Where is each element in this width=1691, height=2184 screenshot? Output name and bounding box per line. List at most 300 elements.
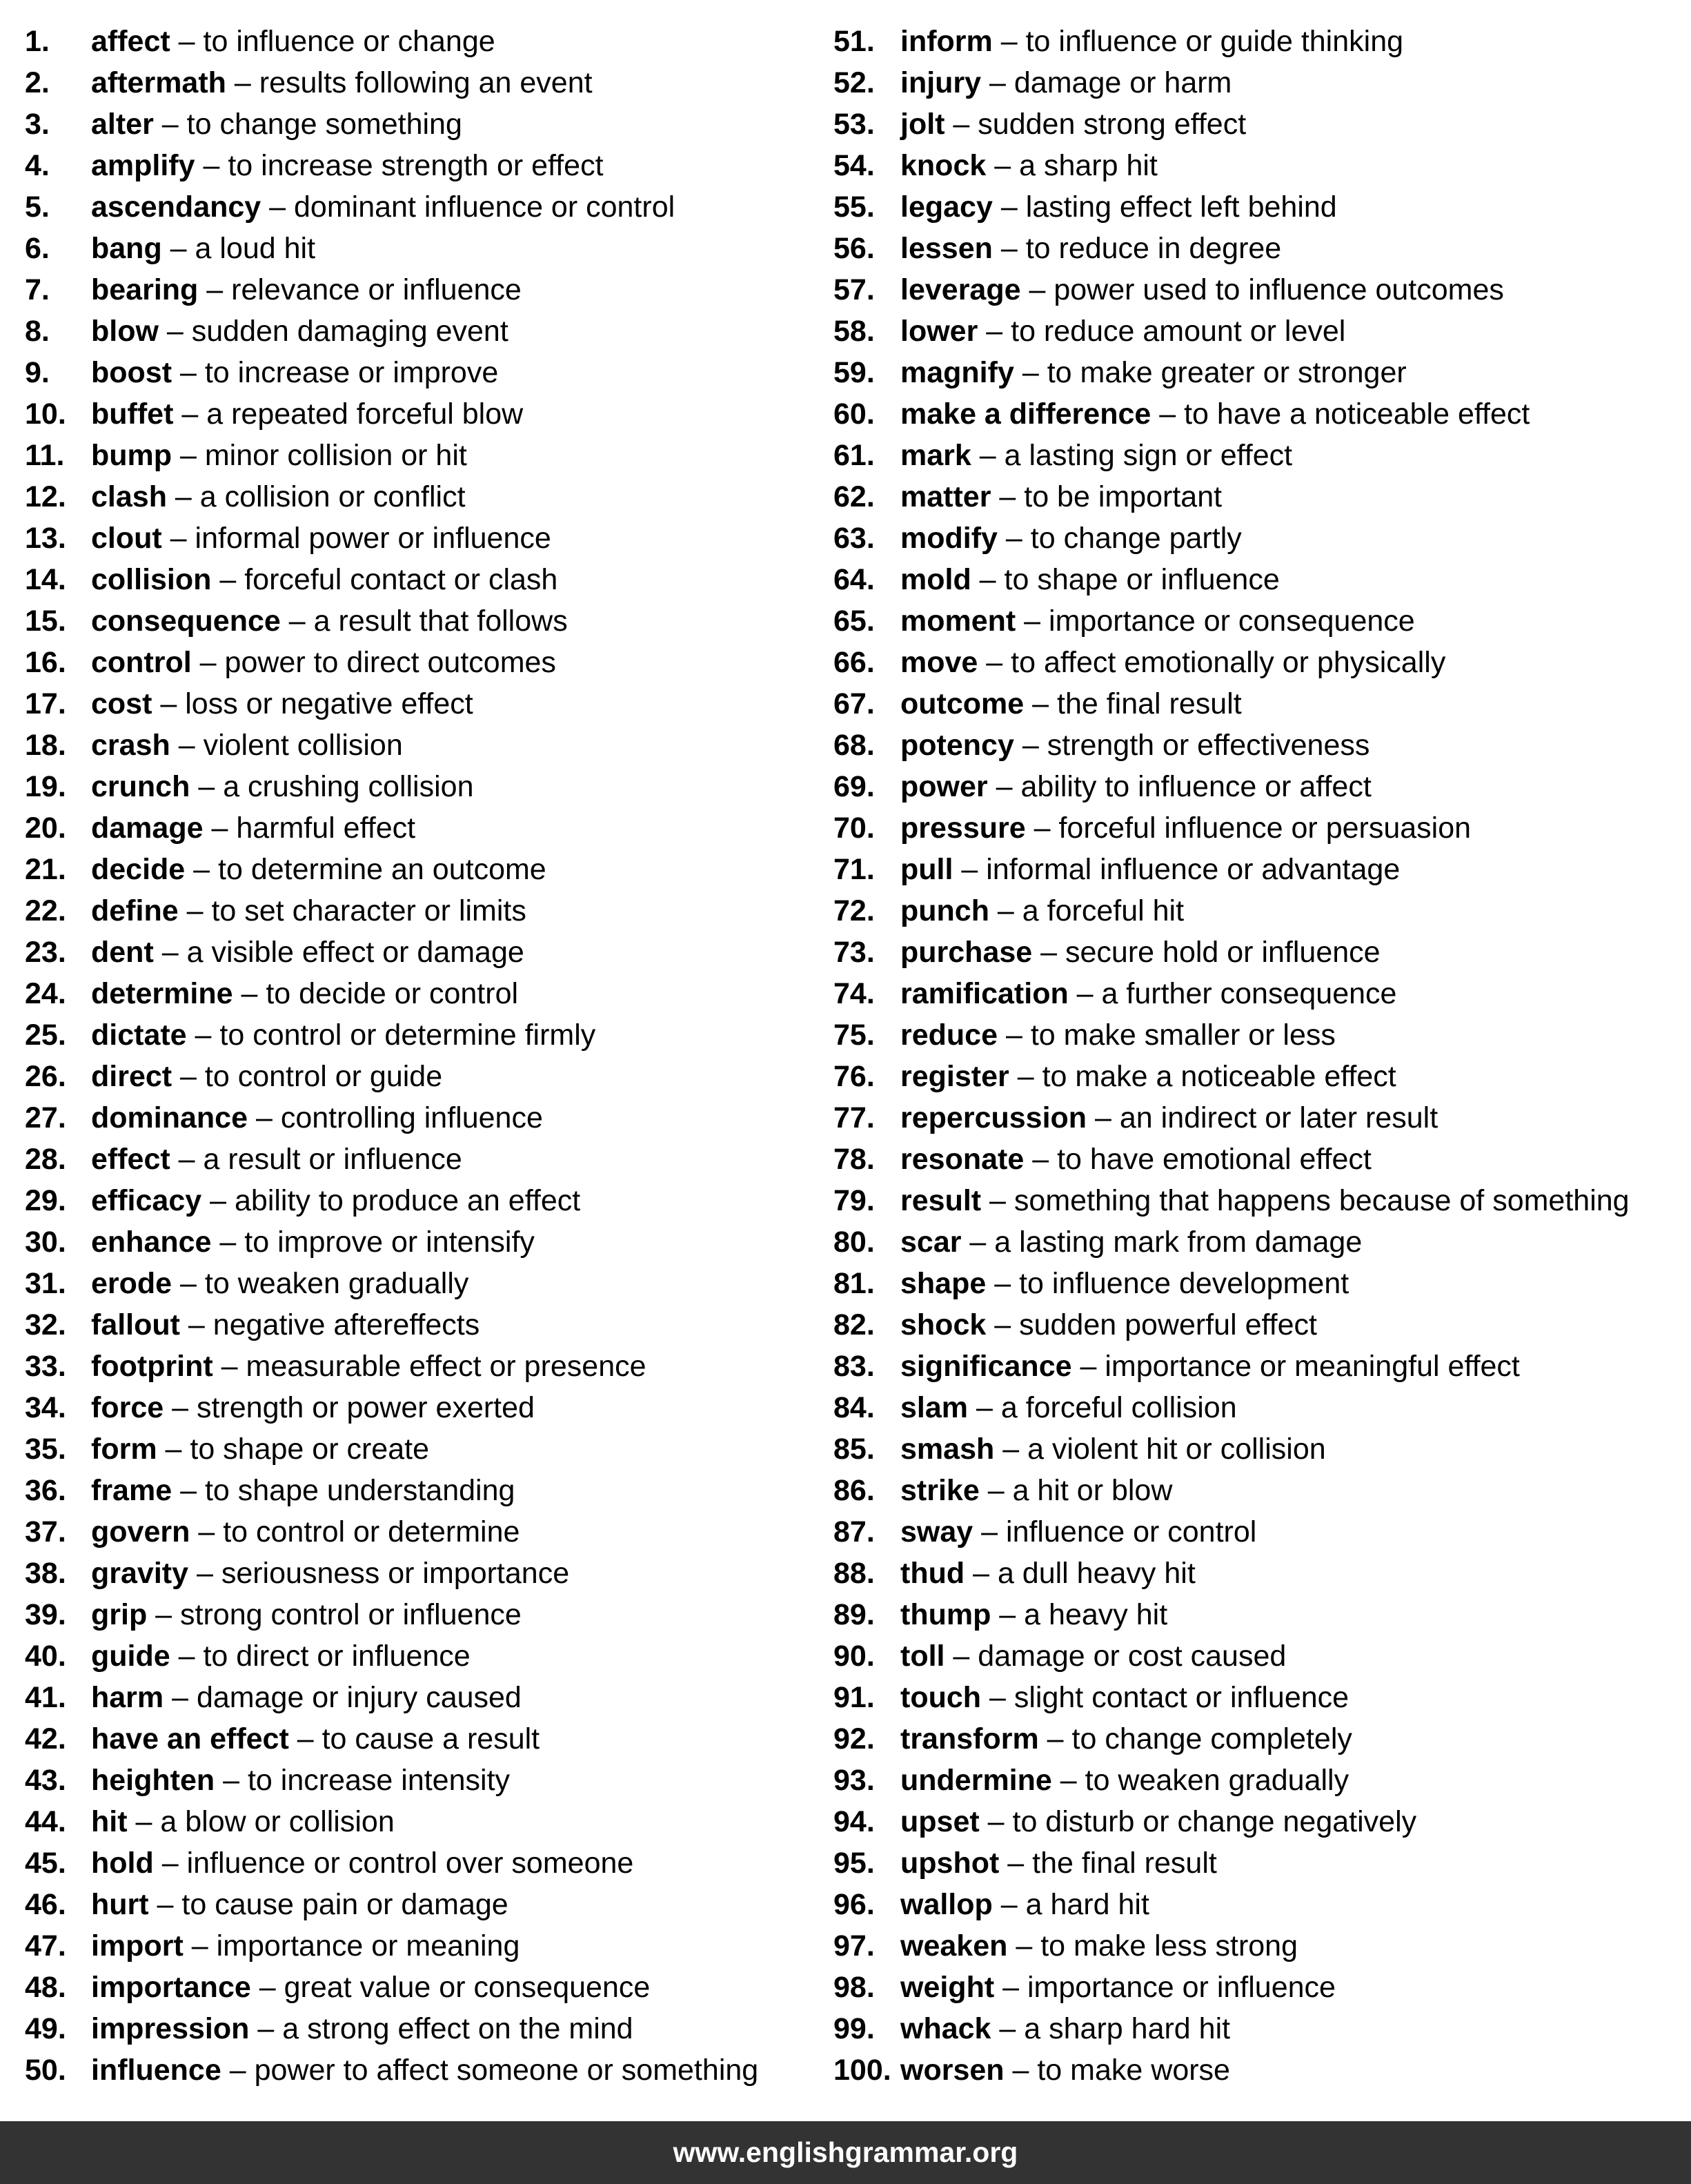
item-separator: – [164, 1391, 197, 1424]
item-separator: – [250, 1971, 284, 2004]
item-separator: – [203, 811, 237, 845]
item-number: 99. [833, 2012, 875, 2045]
item-number: 35. [25, 1433, 66, 1466]
item-definition: to affect emotionally or physically [1011, 646, 1446, 679]
item-separator: – [991, 480, 1025, 513]
item-definition: a forceful collision [1000, 1391, 1237, 1424]
item-definition: to disturb or change negatively [1012, 1805, 1417, 1838]
item-word: thump [900, 1598, 991, 1631]
item-number: 87. [833, 1515, 875, 1548]
item-separator: – [981, 66, 1014, 99]
item-word: leverage [900, 273, 1021, 306]
list-item [833, 1180, 1689, 1221]
item-separator: – [1032, 936, 1066, 969]
item-number: 61. [833, 439, 875, 472]
list-item [25, 311, 818, 352]
item-separator: – [978, 646, 1011, 679]
list-item [25, 1967, 818, 2008]
list-item [25, 1925, 818, 1967]
item-separator: – [198, 273, 232, 306]
item-word: reduce [900, 1019, 998, 1052]
item-number: 3. [25, 108, 50, 141]
list-item [833, 766, 1689, 807]
item-definition: a lasting sign or effect [1004, 439, 1293, 472]
item-number: 45. [25, 1847, 66, 1880]
item-definition: importance or meaningful effect [1105, 1350, 1520, 1383]
item-word: govern [91, 1515, 190, 1548]
item-word: hold [91, 1847, 154, 1880]
item-number: 91. [833, 1681, 875, 1714]
item-separator: – [201, 1184, 235, 1217]
item-definition: power to direct outcomes [224, 646, 556, 679]
item-definition: strength or effectiveness [1047, 729, 1370, 762]
item-word: enhance [91, 1226, 212, 1259]
item-number: 44. [25, 1805, 66, 1838]
list-item [25, 1801, 818, 1842]
item-separator: – [153, 108, 187, 141]
list-item [833, 518, 1689, 559]
item-definition: relevance or influence [231, 273, 522, 306]
list-item [833, 1677, 1689, 1718]
item-separator: – [973, 1515, 1007, 1548]
item-number: 56. [833, 232, 875, 265]
item-definition: to cause pain or damage [181, 1888, 508, 1921]
item-separator: – [288, 1722, 322, 1755]
item-number: 1. [25, 25, 50, 58]
item-word: move [900, 646, 978, 679]
item-number: 65. [833, 604, 875, 638]
item-definition: controlling influence [280, 1101, 543, 1134]
item-separator: – [992, 25, 1026, 58]
item-separator: – [170, 1143, 204, 1176]
item-definition: to change partly [1030, 522, 1242, 555]
item-word: pressure [900, 811, 1026, 845]
item-separator: – [981, 1681, 1014, 1714]
list-item [833, 1760, 1689, 1801]
item-separator: – [1024, 687, 1057, 720]
item-number: 58. [833, 315, 875, 348]
item-number: 85. [833, 1433, 875, 1466]
item-definition: a sharp hard hit [1024, 2012, 1231, 2045]
list-item [833, 1925, 1689, 1967]
item-definition: to shape understanding [204, 1474, 515, 1507]
item-number: 36. [25, 1474, 66, 1507]
item-definition: ability to influence or affect [1020, 770, 1372, 803]
item-separator: – [170, 1640, 204, 1673]
item-number: 71. [833, 853, 875, 886]
item-separator: – [992, 232, 1026, 265]
item-word: crash [91, 729, 170, 762]
item-word: importance [91, 1971, 251, 2004]
item-word: decide [91, 853, 186, 886]
item-number: 64. [833, 563, 875, 596]
item-separator: – [211, 563, 245, 596]
item-number: 19. [25, 770, 66, 803]
item-separator: – [249, 2012, 283, 2045]
item-number: 34. [25, 1391, 66, 1424]
item-separator: – [152, 687, 186, 720]
list-item [833, 62, 1689, 104]
item-number: 48. [25, 1971, 66, 2004]
item-separator: – [190, 1515, 224, 1548]
list-item [833, 21, 1689, 62]
item-word: moment [900, 604, 1016, 638]
item-number: 16. [25, 646, 66, 679]
item-word: affect [91, 25, 170, 58]
item-separator: – [172, 1060, 205, 1093]
item-number: 25. [25, 1019, 66, 1052]
item-definition: to make less strong [1040, 1929, 1298, 1962]
item-number: 72. [833, 894, 875, 927]
item-number: 8. [25, 315, 50, 348]
item-separator: – [148, 1888, 182, 1921]
item-separator: – [981, 1184, 1014, 1217]
website-url[interactable]: www.englishgrammar.org [673, 2136, 1018, 2168]
list-item [833, 600, 1689, 642]
item-definition: to influence or change [203, 25, 495, 58]
item-definition: negative aftereffects [212, 1308, 480, 1341]
list-item [833, 352, 1689, 393]
list-item [25, 1346, 818, 1387]
item-word: import [91, 1929, 184, 1962]
item-word: bang [91, 232, 162, 265]
item-separator: – [1025, 811, 1059, 845]
item-separator: – [1013, 356, 1047, 389]
item-number: 26. [25, 1060, 66, 1093]
item-separator: – [166, 480, 200, 513]
item-word: damage [91, 811, 204, 845]
item-definition: a lasting mark from damage [994, 1226, 1363, 1259]
list-item [25, 1014, 818, 1056]
list-item [25, 725, 818, 766]
list-item [833, 725, 1689, 766]
item-separator: – [968, 1391, 1001, 1424]
item-number: 77. [833, 1101, 875, 1134]
item-word: sway [900, 1515, 973, 1548]
item-separator: – [157, 1433, 190, 1466]
item-number: 60. [833, 397, 875, 431]
item-word: ramification [900, 977, 1069, 1010]
item-separator: – [173, 397, 207, 431]
item-separator: – [987, 770, 1021, 803]
item-word: make a difference [900, 397, 1151, 431]
item-number: 49. [25, 2012, 66, 2045]
item-definition: importance or consequence [1049, 604, 1415, 638]
list-item [833, 1304, 1689, 1346]
item-definition: influence or control over someone [186, 1847, 634, 1880]
list-item [833, 186, 1689, 228]
item-word: repercussion [900, 1101, 1087, 1134]
item-word: magnify [900, 356, 1014, 389]
item-definition: to reduce amount or level [1011, 315, 1346, 348]
item-word: thud [900, 1557, 965, 1590]
item-number: 88. [833, 1557, 875, 1590]
item-definition: to cause a result [322, 1722, 540, 1755]
item-definition: damage or cost caused [978, 1640, 1287, 1673]
item-number: 14. [25, 563, 66, 596]
list-item [833, 807, 1689, 849]
list-item [833, 1014, 1689, 1056]
item-word: cost [91, 687, 152, 720]
item-definition: to weaken gradually [1085, 1764, 1349, 1797]
item-word: weaken [900, 1929, 1008, 1962]
item-separator: – [953, 853, 987, 886]
list-item [25, 1056, 818, 1097]
item-word: blow [91, 315, 159, 348]
item-definition: to change something [186, 108, 462, 141]
list-item [833, 1511, 1689, 1553]
item-definition: a result that follows [313, 604, 568, 638]
list-item [25, 21, 818, 62]
list-item [25, 1553, 818, 1594]
list-item [25, 145, 818, 186]
item-word: buffet [91, 397, 174, 431]
list-item [25, 518, 818, 559]
item-separator: – [127, 1805, 161, 1838]
item-definition: great value or consequence [284, 1971, 651, 2004]
item-separator: – [994, 1971, 1027, 2004]
item-separator: – [179, 1308, 213, 1341]
item-number: 20. [25, 811, 66, 845]
item-word: influence [91, 2054, 221, 2087]
item-definition: lasting effect left behind [1025, 190, 1337, 224]
list-item [25, 559, 818, 600]
list-item [833, 1594, 1689, 1635]
item-word: toll [900, 1640, 945, 1673]
item-separator: – [161, 522, 195, 555]
list-item [25, 1387, 818, 1428]
item-word: jolt [900, 108, 945, 141]
item-number: 93. [833, 1764, 875, 1797]
item-number: 47. [25, 1929, 66, 1962]
item-definition: violent collision [203, 729, 403, 762]
list-item [833, 683, 1689, 725]
item-number: 51. [833, 25, 875, 58]
item-word: weight [900, 1971, 995, 2004]
list-item [25, 849, 818, 890]
item-number: 55. [833, 190, 875, 224]
item-definition: a violent hit or collision [1027, 1433, 1326, 1466]
item-separator: – [1024, 1143, 1058, 1176]
list-item [25, 2008, 818, 2049]
item-word: ascendancy [91, 190, 261, 224]
list-item [25, 1635, 818, 1677]
item-separator: – [1004, 2054, 1038, 2087]
list-item [833, 932, 1689, 973]
item-separator: – [979, 1805, 1013, 1838]
item-word: grip [91, 1598, 148, 1631]
item-word: pull [900, 853, 953, 886]
list-item [833, 1801, 1689, 1842]
item-separator: – [961, 1226, 995, 1259]
list-item [25, 1677, 818, 1718]
list-item [833, 1221, 1689, 1263]
item-number: 79. [833, 1184, 875, 1217]
item-definition: to improve or intensify [244, 1226, 535, 1259]
footer-bar [0, 2121, 1691, 2184]
item-separator: – [158, 315, 192, 348]
item-definition: to be important [1024, 480, 1223, 513]
item-definition: to make worse [1037, 2054, 1230, 2087]
item-definition: importance or meaning [216, 1929, 520, 1962]
item-number: 22. [25, 894, 66, 927]
item-definition: a result or influence [203, 1143, 462, 1176]
list-item [833, 1635, 1689, 1677]
item-word: hit [91, 1805, 128, 1838]
item-separator: – [178, 894, 212, 927]
list-item [25, 1594, 818, 1635]
item-word: modify [900, 522, 998, 555]
list-item [25, 1139, 818, 1180]
item-definition: slight contact or influence [1013, 1681, 1349, 1714]
list-item [25, 476, 818, 518]
item-word: injury [900, 66, 982, 99]
item-word: dominance [91, 1101, 248, 1134]
item-separator: – [164, 1681, 197, 1714]
item-number: 75. [833, 1019, 875, 1052]
item-definition: a loud hit [195, 232, 316, 265]
item-word: resonate [900, 1143, 1025, 1176]
item-number: 46. [25, 1888, 66, 1921]
item-word: punch [900, 894, 989, 927]
item-number: 84. [833, 1391, 875, 1424]
item-number: 70. [833, 811, 875, 845]
item-separator: – [172, 1267, 205, 1300]
item-number: 92. [833, 1722, 875, 1755]
item-word: heighten [91, 1764, 215, 1797]
item-number: 80. [833, 1226, 875, 1259]
item-separator: – [994, 1433, 1028, 1466]
item-word: clout [91, 522, 162, 555]
item-word: force [91, 1391, 164, 1424]
item-number: 62. [833, 480, 875, 513]
item-separator: – [147, 1598, 181, 1631]
item-word: collision [91, 563, 212, 596]
item-definition: to decide or control [266, 977, 519, 1010]
item-word: purchase [900, 936, 1033, 969]
item-number: 41. [25, 1681, 66, 1714]
item-separator: – [172, 1474, 205, 1507]
list-item [833, 1056, 1689, 1097]
item-word: slam [900, 1391, 969, 1424]
word-list-left [25, 21, 818, 2091]
item-separator: – [1038, 1722, 1072, 1755]
item-number: 31. [25, 1267, 66, 1300]
item-word: mold [900, 563, 971, 596]
list-item [25, 1263, 818, 1304]
item-definition: informal influence or advantage [986, 853, 1401, 886]
list-item [833, 1428, 1689, 1470]
item-separator: – [992, 190, 1026, 224]
item-definition: to make smaller or less [1030, 1019, 1336, 1052]
item-number: 74. [833, 977, 875, 1010]
item-word: consequence [91, 604, 281, 638]
item-separator: – [997, 522, 1031, 555]
item-definition: harmful effect [236, 811, 416, 845]
item-separator: – [1007, 1929, 1041, 1962]
item-definition: to increase intensity [247, 1764, 511, 1797]
item-word: worsen [900, 2054, 1005, 2087]
item-definition: a collision or conflict [199, 480, 466, 513]
list-item [25, 435, 818, 476]
item-definition: dominant influence or control [294, 190, 675, 224]
list-item [833, 393, 1689, 435]
item-definition: to influence development [1019, 1267, 1349, 1300]
item-word: matter [900, 480, 991, 513]
item-word: mark [900, 439, 971, 472]
item-definition: a heavy hit [1024, 1598, 1168, 1631]
item-word: alter [91, 108, 154, 141]
list-item [25, 104, 818, 145]
item-separator: – [989, 894, 1022, 927]
item-number: 81. [833, 1267, 875, 1300]
item-definition: to control or determine firmly [219, 1019, 596, 1052]
item-definition: a blow or collision [160, 1805, 395, 1838]
item-word: scar [900, 1226, 962, 1259]
item-number: 53. [833, 108, 875, 141]
item-number: 12. [25, 480, 66, 513]
item-word: shock [900, 1308, 987, 1341]
list-item [25, 642, 818, 683]
item-number: 52. [833, 66, 875, 99]
item-separator: – [153, 936, 187, 969]
item-word: wallop [900, 1888, 993, 1921]
item-separator: – [1068, 977, 1102, 1010]
item-number: 15. [25, 604, 66, 638]
item-separator: – [1051, 1764, 1085, 1797]
item-number: 43. [25, 1764, 66, 1797]
item-separator: – [986, 1267, 1020, 1300]
item-number: 17. [25, 687, 66, 720]
item-definition: ability to produce an effect [234, 1184, 581, 1217]
item-word: power [900, 770, 988, 803]
item-separator: – [226, 66, 259, 99]
item-definition: a forceful hit [1022, 894, 1185, 927]
item-definition: informal power or influence [195, 522, 551, 555]
item-word: lessen [900, 232, 993, 265]
item-number: 29. [25, 1184, 66, 1217]
list-item [25, 1511, 818, 1553]
item-separator: – [186, 1019, 220, 1052]
list-item [25, 269, 818, 311]
item-number: 7. [25, 273, 50, 306]
item-definition: the final result [1032, 1847, 1217, 1880]
item-definition: to have emotional effect [1057, 1143, 1372, 1176]
list-item [833, 1470, 1689, 1511]
word-list-right [833, 21, 1689, 2091]
item-definition: an indirect or later result [1119, 1101, 1438, 1134]
item-definition: strength or power exerted [196, 1391, 535, 1424]
item-number: 94. [833, 1805, 875, 1838]
item-number: 57. [833, 273, 875, 306]
item-word: erode [91, 1267, 172, 1300]
item-word: shape [900, 1267, 987, 1300]
item-separator: – [965, 1557, 998, 1590]
list-item [25, 1180, 818, 1221]
item-word: effect [91, 1143, 170, 1176]
item-word: aftermath [91, 66, 226, 99]
item-number: 24. [25, 977, 66, 1010]
item-number: 13. [25, 522, 66, 555]
item-definition: to increase strength or effect [228, 149, 604, 182]
item-definition: to increase or improve [204, 356, 499, 389]
item-separator: – [971, 439, 1005, 472]
list-item [25, 766, 818, 807]
list-item [25, 228, 818, 269]
item-separator: – [215, 1764, 248, 1797]
list-item [833, 228, 1689, 269]
item-separator: – [945, 108, 978, 141]
